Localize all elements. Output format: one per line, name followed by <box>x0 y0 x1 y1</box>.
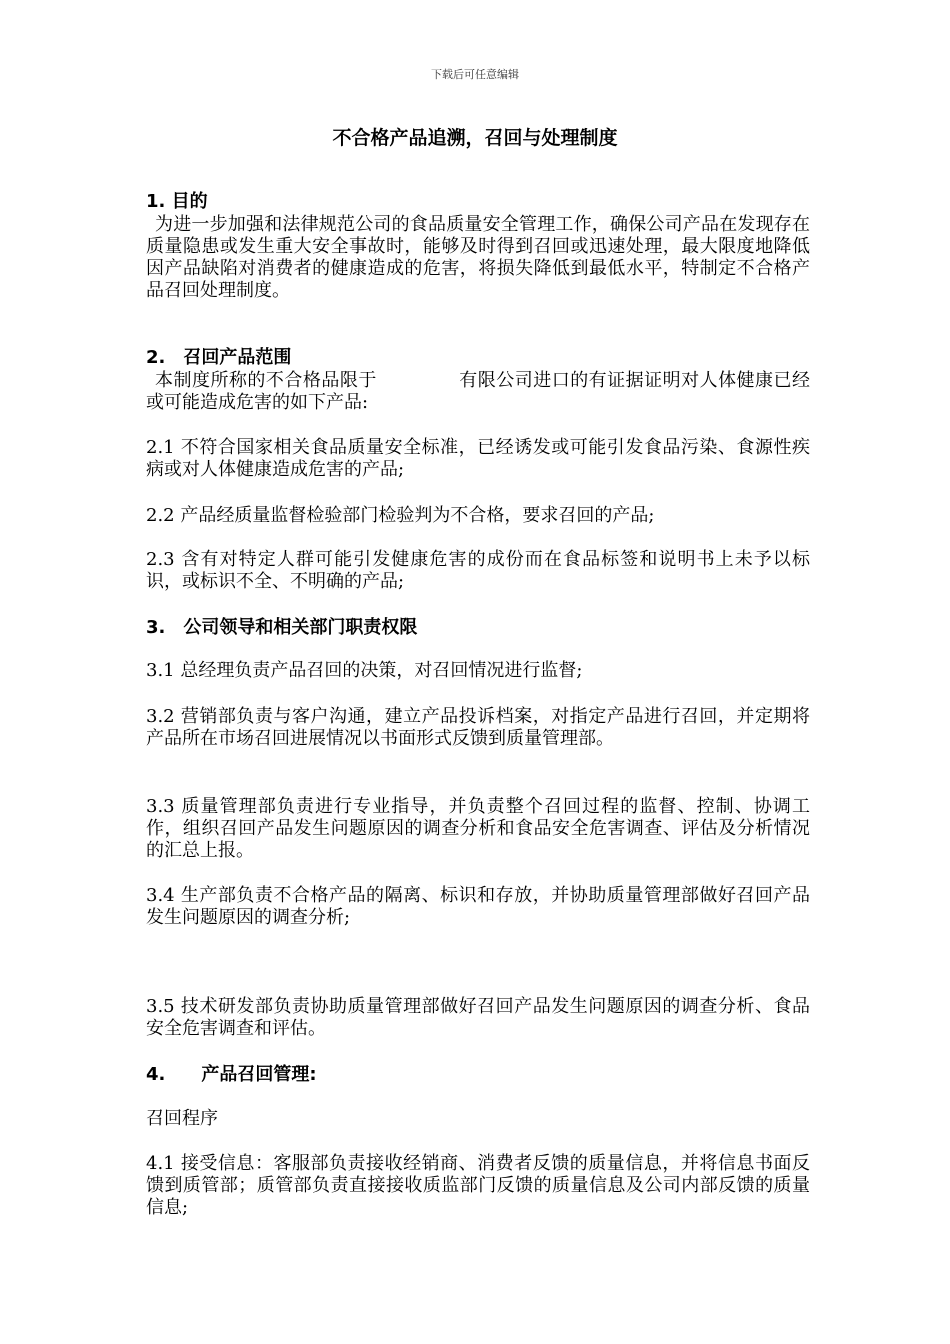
section-3-item-1: 3.1 总经理负责产品召回的决策，对召回情况进行监督; <box>146 660 583 681</box>
section-1-paragraph: 为进一步加强和法律规范公司的食品质量安全管理工作，确保公司产品在发现存在质量隐患或发生重大安全事故时，能够及时得到召回或迅速处理，最大限度地降低因产品缺陷对消费者的健康造成的危害，将损失降低到最低水平，特制定不合格产品召回处理制度。 <box>146 214 810 301</box>
section-3-item-3: 3.3 质量管理部负责进行专业指导，并负责整个召回过程的监督、控制、协调工作，组织召回产品发生问题原因的调查分析和食品安全危害调查、评估及分析情况的汇总上报。 <box>146 796 810 861</box>
header-note: 下载后可任意编辑 <box>431 68 519 81</box>
section-3-item-4: 3.4 生产部负责不合格产品的隔离、标识和存放，并协助质量管理部做好召回产品发生问题原因的调查分析; <box>146 885 810 928</box>
section-2-intro-part-b: 有限公司进口的有证据证明对人体健康已经或可能造成危害的如下产品: <box>146 370 811 413</box>
section-2-item-2: 2.2 产品经质量监督检验部门检验判为不合格，要求召回的产品; <box>146 505 655 526</box>
section-2-intro-part-a: 本制度所称的不合格品限于 <box>155 370 377 391</box>
section-2-item-1: 2.1 不符合国家相关食品质量安全标准，已经诱发或可能引发食品污染、食源性疾病或对人体健康造成危害的产品; <box>146 437 810 480</box>
section-1-heading: 1. 目的 <box>146 191 208 212</box>
section-3-item-5: 3.5 技术研发部负责协助质量管理部做好召回产品发生问题原因的调查分析、食品安全危害调查和评估。 <box>146 996 810 1039</box>
section-3-item-2: 3.2 营销部负责与客户沟通，建立产品投诉档案，对指定产品进行召回，并定期将产品所在市场召回进展情况以书面形式反馈到质量管理部。 <box>146 706 810 749</box>
section-4-heading: 4. 产品召回管理: <box>146 1064 317 1085</box>
section-2-item-3: 2.3 含有对特定人群可能引发健康危害的成份而在食品标签和说明书上未予以标识，或标识不全、不明确的产品; <box>146 549 810 592</box>
section-2-heading: 2. 召回产品范围 <box>146 347 292 368</box>
section-3-heading: 3. 公司领导和相关部门职责权限 <box>146 617 418 638</box>
section-4-item-1: 4.1 接受信息：客服部负责接收经销商、消费者反馈的质量信息，并将信息书面反馈到质管部；质管部负责直接接收质监部门反馈的质量信息及公司内部反馈的质量信息; <box>146 1153 810 1218</box>
section-2-intro <box>146 370 810 414</box>
document-title: 不合格产品追溯，召回与处理制度 <box>332 127 618 149</box>
section-4-subheading: 召回程序 <box>146 1108 218 1129</box>
